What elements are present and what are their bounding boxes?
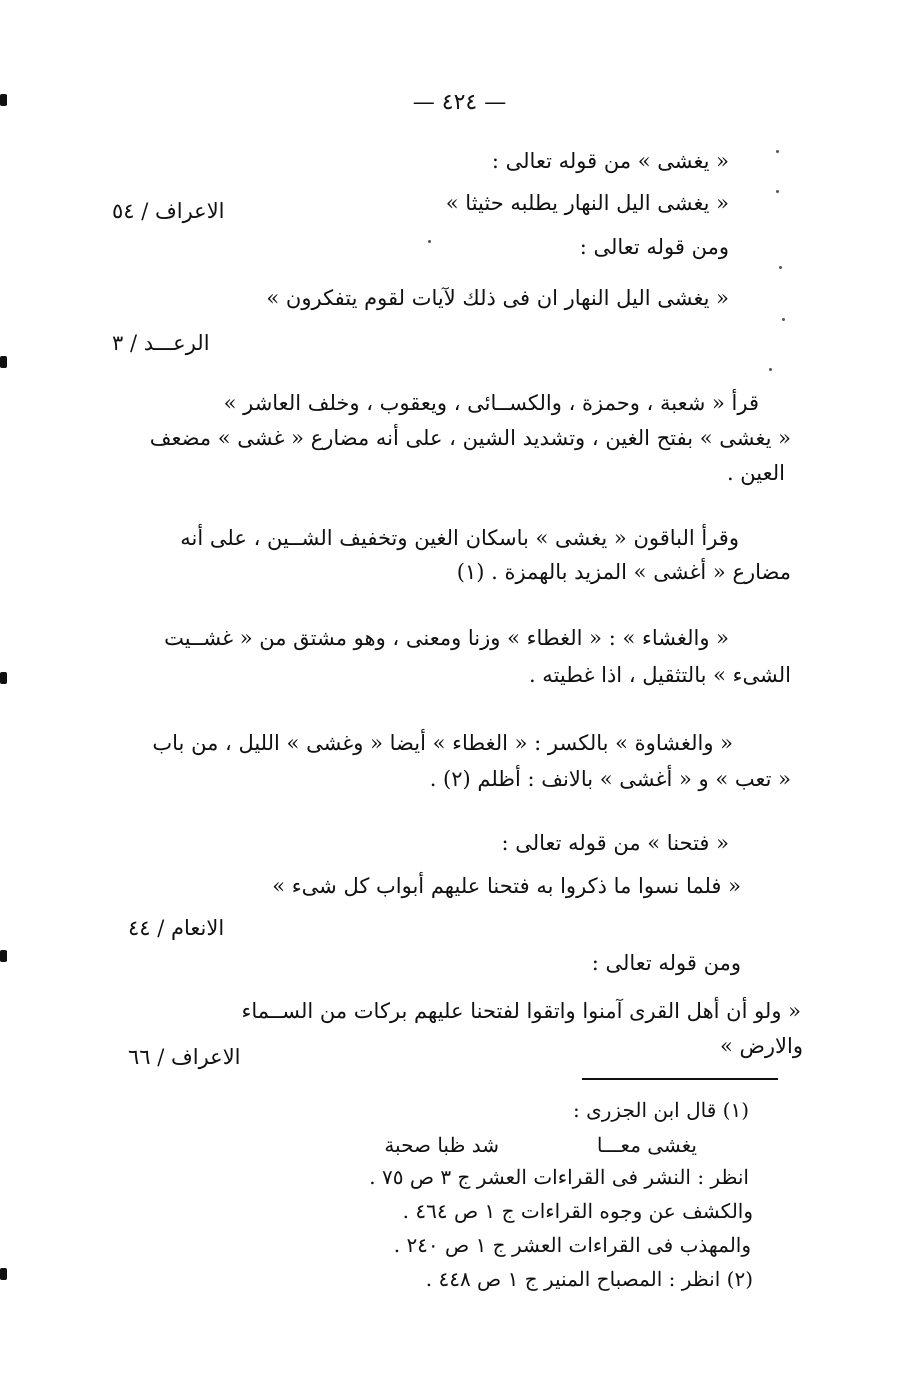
page-number: — ٤٢٤ — <box>412 90 507 115</box>
binding-mark <box>0 672 7 684</box>
text-line: ومن قوله تعالى : <box>591 951 741 975</box>
scan-speck <box>769 368 772 371</box>
scan-speck <box>428 240 431 243</box>
text-line: ومن قوله تعالى : <box>579 235 729 259</box>
footnote-verse-left: شد ظبا صحبة <box>384 1133 499 1157</box>
text-line: الشىء » بالتثقيل ، اذا غطيته . <box>528 663 791 687</box>
text-line: « فتحنا » من قوله تعالى : <box>501 831 729 855</box>
scan-speck <box>776 190 779 193</box>
verse-reference: الانعام / ٤٤ <box>128 916 225 940</box>
text-line: مضارع « أغشى » المزيد بالهمزة . (١) <box>456 560 791 584</box>
text-line: « ولو أن أهل القرى آمنوا واتقوا لفتحنا عليهم بركات من الســماء <box>241 999 801 1023</box>
verse-reference: الاعراف / ٥٤ <box>112 199 225 223</box>
footnote-verse-right: يغشى معـــا <box>596 1133 697 1157</box>
text-line: قرأ « شعبة ، وحمزة ، والكســائى ، ويعقوب ، وخلف العاشر » <box>223 391 759 415</box>
binding-mark <box>0 356 7 368</box>
binding-mark <box>0 1268 7 1280</box>
text-line: والارض » <box>719 1034 803 1058</box>
text-line: العين . <box>726 461 785 485</box>
binding-mark <box>0 950 7 962</box>
footnote-line: (١) قال ابن الجزرى : <box>573 1098 749 1122</box>
binding-mark <box>0 94 7 106</box>
text-line: « والغشاء » : « الغطاء » وزنا ومعنى ، وهو مشتق من « غشــيت <box>164 626 729 650</box>
scan-speck <box>776 150 779 153</box>
verse-reference: الاعراف / ٦٦ <box>128 1045 241 1069</box>
footnote-line: انظر : النشر فى القراءات العشر ج ٣ ص ٧٥ . <box>369 1165 749 1189</box>
scan-speck <box>782 318 785 321</box>
footnote-line: (٢) انظر : المصباح المنير ج ١ ص ٤٤٨ . <box>425 1267 753 1291</box>
text-line: « والغشاوة » بالكسر : « الغطاء » أيضا « وغشى » الليل ، من باب <box>152 731 733 755</box>
footnote-line: والمهذب فى القراءات العشر ج ١ ص ٢٤٠ . <box>393 1233 751 1257</box>
text-line: « يغشى » بفتح الغين ، وتشديد الشين ، على أنه مضارع « غشى » مضعف <box>149 426 791 450</box>
text-line: « فلما نسوا ما ذكروا به فتحنا عليهم أبواب كل شىء » <box>272 874 741 898</box>
scan-speck <box>779 266 782 269</box>
text-line: « تعب » و « أغشى » بالانف : أظلم (٢) . <box>429 767 791 791</box>
text-line: « يغشى » من قوله تعالى : <box>491 149 729 173</box>
text-line: وقرأ الباقون « يغشى » باسكان الغين وتخفيف الشــين ، على أنه <box>180 526 739 550</box>
footnote-divider <box>582 1078 778 1080</box>
verse-reference: الرعـــد / ٣ <box>112 331 210 355</box>
text-line: « يغشى اليل النهار يطلبه حثيثا » <box>445 191 729 215</box>
text-line: « يغشى اليل النهار ان فى ذلك لآيات لقوم يتفكرون » <box>266 286 729 310</box>
footnote-line: والكشف عن وجوه القراءات ج ١ ص ٤٦٤ . <box>402 1199 753 1223</box>
